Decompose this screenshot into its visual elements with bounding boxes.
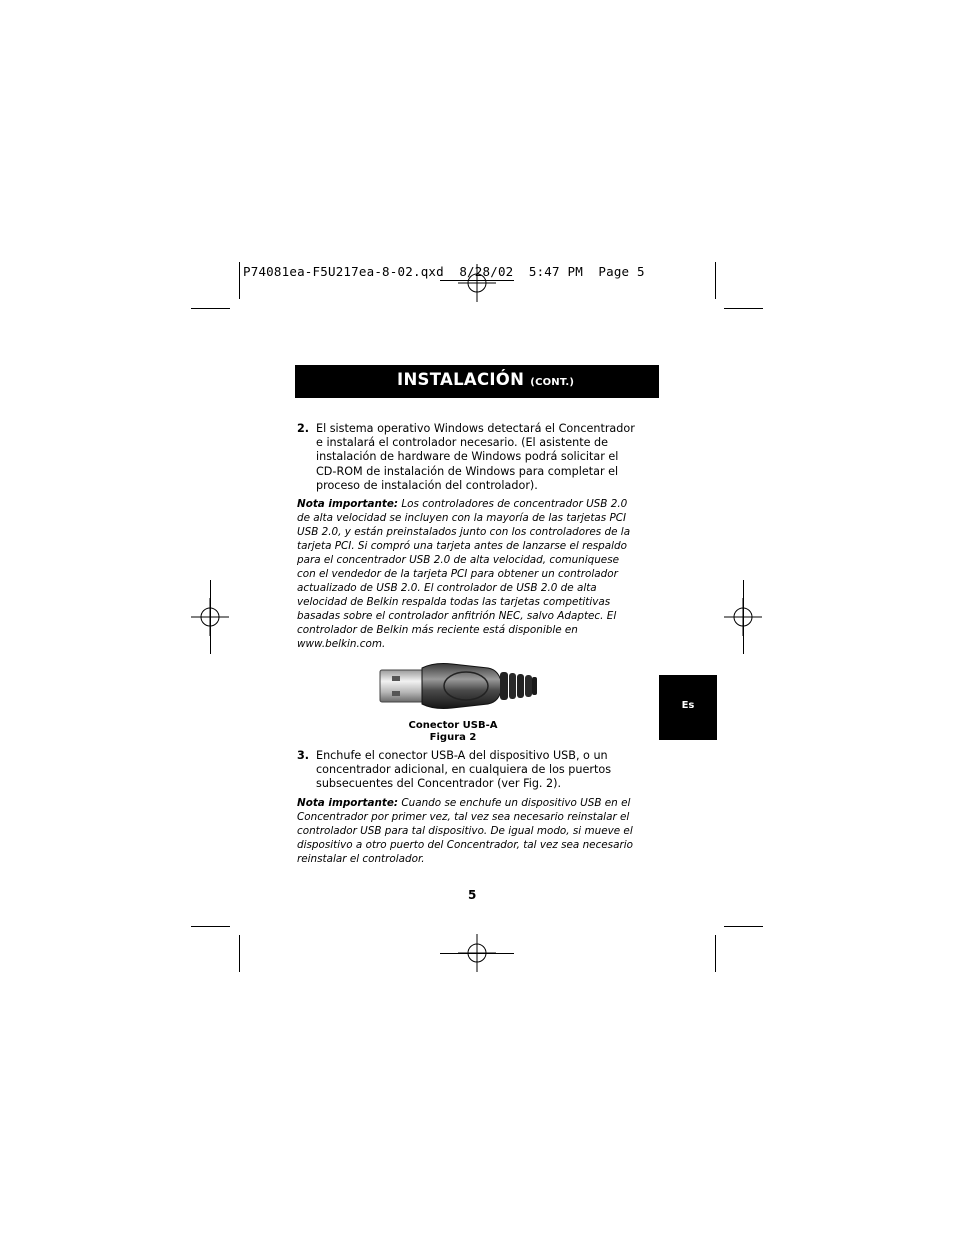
crop-mark-top-right xyxy=(715,262,716,299)
step-2 xyxy=(297,422,637,493)
section-title xyxy=(397,370,574,389)
crop-mark-bottom-left xyxy=(239,935,240,972)
registration-right-line xyxy=(743,580,744,654)
language-tab-label: Es xyxy=(681,700,695,711)
step-2-number: 2. xyxy=(297,422,310,435)
important-note-2 xyxy=(297,796,637,866)
figure-caption-title: Conector USB-A xyxy=(408,720,498,731)
figure-caption xyxy=(400,720,506,743)
section-title-suffix: (CONT.) xyxy=(530,377,575,388)
note-2-label: Nota importante: xyxy=(297,797,399,809)
page-number: 5 xyxy=(468,888,477,902)
step-3-text: Enchufe el conector USB-A del dispositivo USB, o un concentrador adicional, en cualquiera de los puertos subsecuentes del Concentrador (ver Fig. 2). xyxy=(316,749,612,791)
note-1-text: Los controladores de concentrador USB 2.0 de alta velocidad se incluyen con la mayoría de las tarjetas PCI USB 2.0, y están preinstalados junto con los controladores de la tarjeta PCI. Si compró una tarjeta antes de lanzarse el respaldo para el concentrador USB 2.0 de alta velocidad, comuniquese con el vendedor de la tarjeta PCI para obtener un controlador actualizado de USB 2.0. El controlador de USB 2.0 de alta velocidad de Belkin respalda todas las tarjetas competitivas basadas sobre el controlador anfitrión NEC, salvo Adaptec. El controlador de Belkin más reciente está disponible en www.belkin.com. xyxy=(297,498,631,650)
file-slug-line: P74081ea-F5U217ea-8-02.qxd 8/28/02 5:47 PM Page 5 xyxy=(243,264,645,279)
step-3-number: 3. xyxy=(297,749,310,762)
registration-mark-top-icon xyxy=(458,264,496,302)
important-note-1 xyxy=(297,497,637,651)
crop-mark-bottom-left-h xyxy=(191,926,230,927)
note-1-label: Nota importante: xyxy=(297,498,399,510)
step-3 xyxy=(297,749,637,792)
registration-bottom-line xyxy=(440,953,514,954)
crop-mark-top-left-h xyxy=(191,308,230,309)
crop-mark-top-right-h xyxy=(724,308,763,309)
crop-mark-top-left xyxy=(239,262,240,299)
crop-mark-bottom-right xyxy=(715,935,716,972)
language-tab xyxy=(659,675,717,740)
section-header-bar xyxy=(295,365,659,398)
step-2-text: El sistema operativo Windows detectará el Concentrador e instalará el controlador necesario. (El asistente de instalación de hardware de Windows podrá solicitar el CD-ROM de instalación de Windows para completar el proceso de instalación del controlador). xyxy=(316,422,635,492)
note-2-text: Cuando se enchufe un dispositivo USB en el Concentrador por primer vez, tal vez sea necesario reinstalar el controlador USB para tal dispositivo. De igual modo, si mueve el dispositivo a otro puerto del Concentrador, tal vez sea necesario reinstalar el controlador. xyxy=(297,797,633,865)
crop-mark-bottom-right-h xyxy=(724,926,763,927)
usb-a-connector-icon xyxy=(378,660,538,712)
figure-caption-number: Figura 2 xyxy=(429,731,477,743)
section-title-main: INSTALACIÓN xyxy=(397,370,525,389)
registration-left-line xyxy=(210,580,211,654)
